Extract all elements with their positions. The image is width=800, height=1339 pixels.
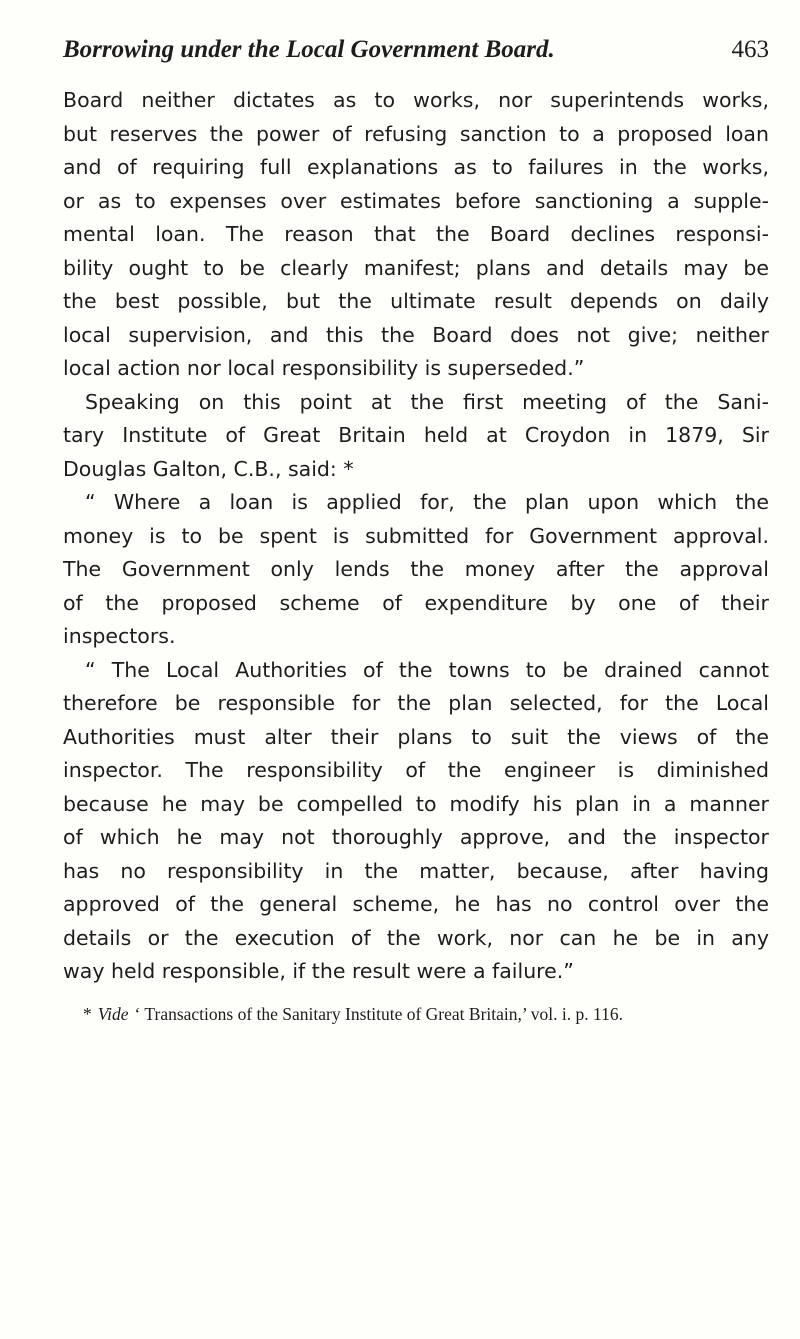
text-line: mental loan. The reason that the Board declines responsi-: [63, 222, 769, 246]
text-line: Douglas Galton, C.B., said: *: [63, 456, 354, 481]
body-text: [63, 84, 769, 989]
text-line: bility ought to be clearly manifest; plans and details may be: [63, 255, 769, 280]
text-line: The Government only lends the money after the approval: [63, 557, 769, 581]
text-line: Board neither dictates as to works, nor superintends works,: [63, 88, 769, 112]
text-line: “ Where a loan is applied for, the plan upon which the: [85, 490, 769, 514]
text-line: Speaking on this point at the first meeting of the Sani-: [85, 389, 769, 414]
footnote-vide: Vide: [97, 1003, 129, 1024]
text-line: but reserves the power of refusing sanction to a proposed loan: [63, 121, 769, 146]
footnote-text: ‘ Transactions of the Sanitary Institute of Great Britain,’ vol. i. p. 116.: [134, 1003, 623, 1024]
book-page: [63, 32, 769, 1027]
text-line: Authorities must alter their plans to suit the views of the: [63, 724, 769, 749]
text-line: because he may be compelled to modify his plan in a manner: [63, 791, 769, 816]
text-line: details or the execution of the work, nor can he be in any: [63, 925, 769, 950]
text-line: has no responsibility in the matter, because, after having: [63, 858, 769, 883]
text-line: tary Institute of Great Britain held at Croydon in 1879, Sir: [63, 423, 769, 447]
text-line: therefore be responsible for the plan selected, for the Local: [63, 691, 769, 715]
text-line: or as to expenses over estimates before sanctioning a supple-: [63, 188, 769, 213]
text-line: “ The Local Authorities of the towns to be drained cannot: [85, 657, 769, 682]
text-line: local action nor local responsibility is superseded.”: [63, 356, 585, 380]
footnote: [63, 1001, 769, 1027]
running-head: [63, 32, 769, 68]
text-line: of the proposed scheme of expenditure by one of their: [63, 590, 769, 615]
text-line: the best possible, but the ultimate result depends on daily: [63, 289, 769, 313]
text-line: and of requiring full explanations as to failures in the works,: [63, 155, 769, 179]
text-line: of which he may not thoroughly approve, and the inspector: [63, 825, 769, 849]
page-number: 463: [731, 36, 769, 63]
text-line: inspectors.: [63, 624, 176, 648]
running-title: Borrowing under the Local Government Board.: [63, 36, 555, 63]
text-line: approved of the general scheme, he has no control over the: [63, 892, 769, 916]
text-line: inspector. The responsibility of the engineer is diminished: [63, 758, 769, 782]
text-line: money is to be spent is submitted for Government approval.: [63, 523, 769, 548]
text-line: local supervision, and this the Board does not give; neither: [63, 322, 769, 347]
footnote-mark: *: [83, 1003, 92, 1024]
text-line: way held responsible, if the result were a failure.”: [63, 959, 574, 983]
